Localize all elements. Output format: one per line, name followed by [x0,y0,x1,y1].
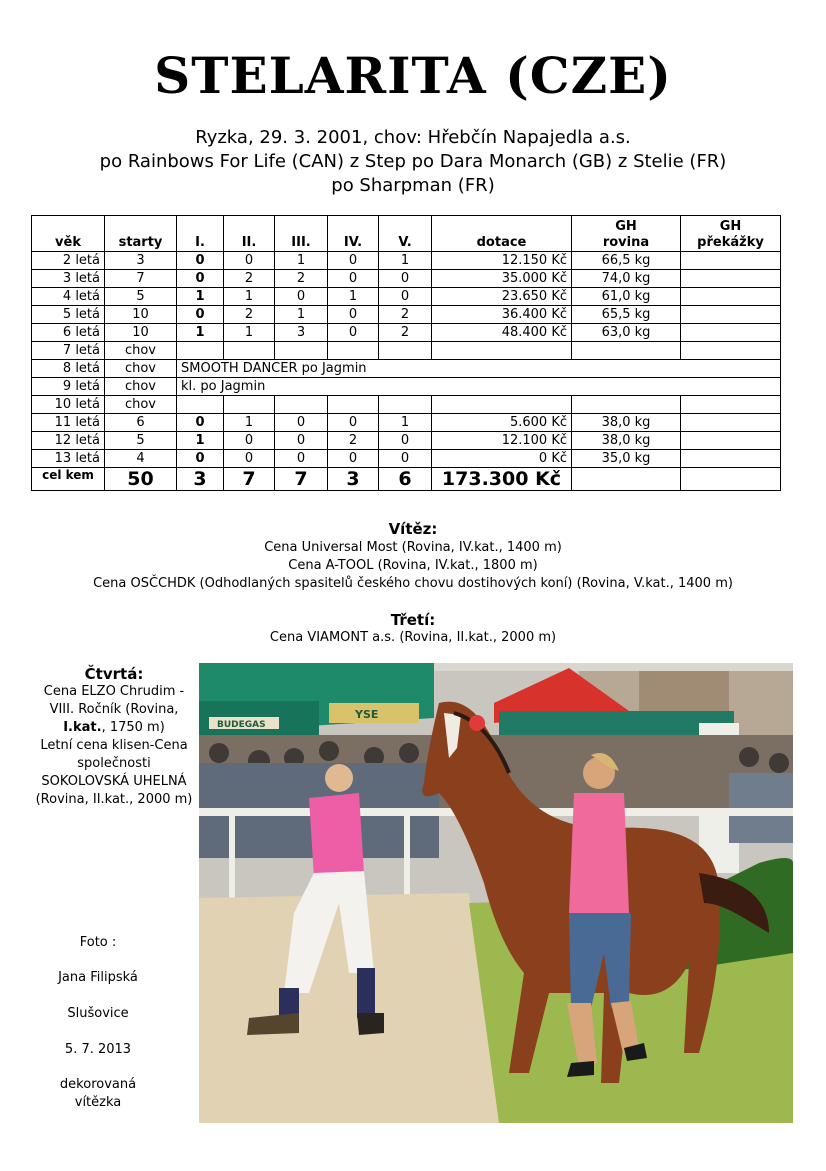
gh-flat-cell: 35,0 kg [572,450,681,468]
photo-credit-place: Slušovice [67,1006,129,1021]
total-first-cell: 3 [177,468,224,491]
winner-race: Cena OSČCHDK (Odhodlaných spasitelů českého chovu dostihových koní) (Rovina, V.kat., 1400 m) [93,576,733,591]
gh-flat-cell: 63,0 kg [572,324,681,342]
horse-photo [199,663,793,1123]
empty-cell [177,396,224,414]
table-row [32,432,781,450]
third-places-cell: 3 [275,324,328,342]
starts-cell: chov [105,378,177,396]
table-row [32,324,781,342]
gh-hurdles-cell [681,306,781,324]
fourth-place-line: Letní cena klisen-Cena [40,738,188,753]
earnings-cell: 36.400 Kč [432,306,572,324]
fourth-place-heading: Čtvrtá: [84,665,144,683]
fourth-places-cell: 0 [328,450,379,468]
second-places-cell: 1 [224,324,275,342]
starts-cell: 5 [105,288,177,306]
gh-flat-cell: 65,5 kg [572,306,681,324]
third-places-cell: 0 [275,450,328,468]
age-cell: 7 letá [32,342,105,360]
gh-flat-cell: 38,0 kg [572,432,681,450]
fourth-place-line: společnosti [77,756,151,771]
earnings-cell: 0 Kč [432,450,572,468]
tent-sign-text: YSE [355,708,379,721]
winner-race: Cena Universal Most (Rovina, IV.kat., 1400 m) [264,540,562,555]
fifth-places-cell: 0 [379,288,432,306]
starts-cell: 4 [105,450,177,468]
table-row [32,450,781,468]
gh-hurdles-cell [681,288,781,306]
pedigree-line: po Rainbows For Life (CAN) z Step po Dara Monarch (GB) z Stelie (FR) [99,151,727,172]
first-places-cell: 1 [177,288,224,306]
race-record-table [31,215,781,491]
third-places-cell: 2 [275,270,328,288]
total-label-cell: cel kem [32,468,105,491]
age-cell: 12 letá [32,432,105,450]
total-fifth-cell: 6 [379,468,432,491]
third-places-cell: 1 [275,306,328,324]
table-row [32,414,781,432]
photo-caption: vítězka [74,1095,122,1110]
age-cell: 3 letá [32,270,105,288]
fifth-places-cell: 2 [379,306,432,324]
tent-sign-text: BUDEGAS [217,720,266,730]
fourth-place-line: I.kat., 1750 m) [63,720,165,735]
empty-cell [681,342,781,360]
breeding-note-cell: kl. po Jagmin [177,378,781,396]
winner-race: Cena A-TOOL (Rovina, IV.kat., 1800 m) [288,558,538,573]
age-cell: 6 letá [32,324,105,342]
age-cell: 9 letá [32,378,105,396]
empty-cell [681,396,781,414]
empty-cell [224,342,275,360]
empty-cell [328,396,379,414]
second-places-cell: 0 [224,450,275,468]
fourth-places-cell: 0 [328,252,379,270]
earnings-cell: 35.000 Kč [432,270,572,288]
table-row [32,396,781,414]
fourth-place-line: Cena ELZO Chrudim - [43,684,185,699]
age-cell: 10 letá [32,396,105,414]
starts-cell: 10 [105,306,177,324]
fifth-places-cell: 1 [379,414,432,432]
col-header-starts: starty [105,216,177,252]
third-places-cell: 0 [275,288,328,306]
starts-cell: 7 [105,270,177,288]
third-places-cell: 1 [275,252,328,270]
table-row [32,360,781,378]
gh-hurdles-cell [681,252,781,270]
first-places-cell: 0 [177,252,224,270]
col-header-gh-flat: GH rovina [572,216,681,252]
fifth-places-cell: 0 [379,432,432,450]
starts-cell: 5 [105,432,177,450]
photo-caption: dekorovaná [59,1077,137,1092]
second-places-cell: 0 [224,252,275,270]
empty-cell [379,396,432,414]
gh-flat-cell: 74,0 kg [572,270,681,288]
col-header-fifth: V. [379,216,432,252]
earnings-cell: 12.150 Kč [432,252,572,270]
pedigree-line-2: po Sharpman (FR) [331,175,495,196]
empty-cell [432,396,572,414]
earnings-cell: 12.100 Kč [432,432,572,450]
gh-flat-cell: 38,0 kg [572,414,681,432]
horse-name-title: STELARITA (CZE) [154,46,672,105]
empty-cell [275,396,328,414]
total-fourth-cell: 3 [328,468,379,491]
table-header-row [32,216,781,252]
empty-cell [432,342,572,360]
col-header-second: II. [224,216,275,252]
fourth-place-line: VIII. Ročník (Rovina, [49,702,179,717]
table-row [32,288,781,306]
gh-hurdles-cell [681,270,781,288]
breeding-note-cell: SMOOTH DANCER po Jagmin [177,360,781,378]
fourth-place-line: SOKOLOVSKÁ UHELNÁ [41,774,187,789]
gh-hurdles-cell [681,450,781,468]
fourth-places-cell: 0 [328,324,379,342]
first-places-cell: 1 [177,432,224,450]
col-header-age: věk [32,216,105,252]
empty-cell [379,342,432,360]
second-places-cell: 2 [224,270,275,288]
first-places-cell: 1 [177,324,224,342]
gh-hurdles-cell [681,414,781,432]
age-cell: 11 letá [32,414,105,432]
third-places-cell: 0 [275,414,328,432]
earnings-cell: 5.600 Kč [432,414,572,432]
total-second-cell: 7 [224,468,275,491]
horse-info-line: Ryzka, 29. 3. 2001, chov: Hřebčín Napajedla a.s. [195,127,631,148]
total-third-cell: 7 [275,468,328,491]
starts-cell: chov [105,342,177,360]
table-row [32,270,781,288]
gh-hurdles-cell [681,324,781,342]
starts-cell: 6 [105,414,177,432]
col-header-third: III. [275,216,328,252]
table-row [32,342,781,360]
gh-flat-cell: 61,0 kg [572,288,681,306]
starts-cell: chov [105,360,177,378]
empty-cell [177,342,224,360]
second-places-cell: 1 [224,288,275,306]
winner-heading: Vítěz: [388,520,438,538]
col-header-gh-hurdles: GH překážky [681,216,781,252]
third-place-race: Cena VIAMONT a.s. (Rovina, II.kat., 2000 m) [269,630,557,645]
col-header-fourth: IV. [328,216,379,252]
col-header-first: I. [177,216,224,252]
gh-hurdles-cell [681,432,781,450]
empty-cell [572,396,681,414]
second-places-cell: 2 [224,306,275,324]
age-cell: 4 letá [32,288,105,306]
total-earnings-cell: 173.300 Kč [432,468,572,491]
second-places-cell: 0 [224,432,275,450]
empty-cell [328,342,379,360]
third-places-cell: 0 [275,432,328,450]
second-places-cell: 1 [224,414,275,432]
empty-cell [681,468,781,491]
fifth-places-cell: 2 [379,324,432,342]
first-places-cell: 0 [177,306,224,324]
starts-cell: 10 [105,324,177,342]
third-place-heading: Třetí: [390,611,436,629]
fourth-places-cell: 2 [328,432,379,450]
photo-credit-author: Jana Filipská [58,970,138,985]
total-row [32,468,781,491]
empty-cell [275,342,328,360]
table-row [32,252,781,270]
fifth-places-cell: 1 [379,252,432,270]
fourth-place-block [30,665,198,809]
col-header-earnings: dotace [432,216,572,252]
earnings-cell: 23.650 Kč [432,288,572,306]
age-cell: 5 letá [32,306,105,324]
age-cell: 13 letá [32,450,105,468]
empty-cell [572,342,681,360]
empty-cell [224,396,275,414]
photo-credit-date: 5. 7. 2013 [64,1042,132,1057]
first-places-cell: 0 [177,414,224,432]
fourth-places-cell: 0 [328,414,379,432]
fifth-places-cell: 0 [379,270,432,288]
table-row [32,378,781,396]
starts-cell: chov [105,396,177,414]
empty-cell [572,468,681,491]
earnings-cell: 48.400 Kč [432,324,572,342]
fourth-places-cell: 0 [328,270,379,288]
table-row [32,306,781,324]
gh-flat-cell: 66,5 kg [572,252,681,270]
photo-credit-label: Foto : [79,935,117,950]
starts-cell: 3 [105,252,177,270]
first-places-cell: 0 [177,270,224,288]
total-starts-cell: 50 [105,468,177,491]
fifth-places-cell: 0 [379,450,432,468]
fourth-places-cell: 1 [328,288,379,306]
age-cell: 2 letá [32,252,105,270]
fourth-places-cell: 0 [328,306,379,324]
age-cell: 8 letá [32,360,105,378]
first-places-cell: 0 [177,450,224,468]
fourth-place-line: (Rovina, II.kat., 2000 m) [35,792,193,807]
